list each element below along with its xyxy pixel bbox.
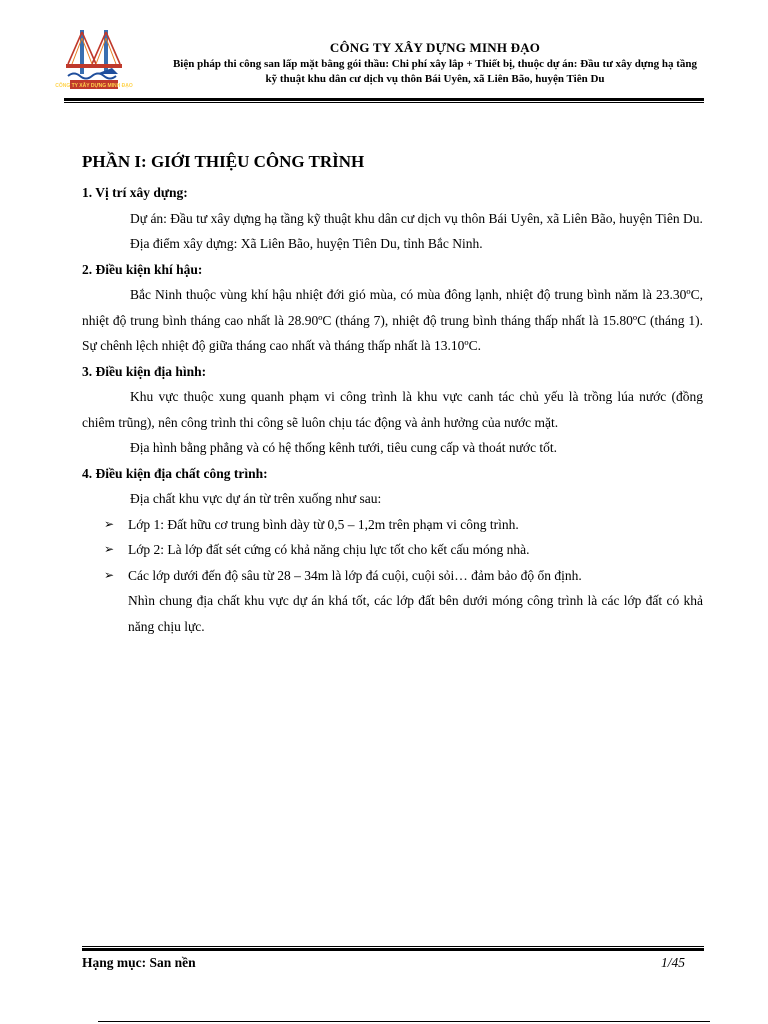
document-footer bbox=[82, 955, 685, 971]
section-3-paragraph-1: Khu vực thuộc xung quanh phạm vi công trình là khu vực canh tác chủ yếu là trồng lúa nước (đồng chiêm trũng), nên công trình thi công sẽ luôn chịu tác động và ảnh hưởng của nước mặt. bbox=[82, 389, 703, 430]
section-4-intro: Địa chất khu vực dự án từ trên xuống như sau: bbox=[130, 491, 382, 506]
company-name: CÔNG TY XÂY DỰNG MINH ĐẠO bbox=[329, 40, 541, 55]
header-desc-line1: Biện pháp thi công san lấp mặt bằng gói thầu: Chi phí xây lắp + Thiết bị, thuộc dự án: Đầu tư xây dựng hạ tầng bbox=[172, 58, 698, 70]
document-body bbox=[82, 150, 703, 639]
list-item-text: Các lớp dưới đến độ sâu từ 28 – 34m là lớp đá cuội, cuội sỏi… đảm bảo độ ổn định. bbox=[128, 567, 582, 583]
section-1-title: 1. Vị trí xây dựng: bbox=[82, 185, 188, 200]
arrow-bullet-icon: ➢ bbox=[104, 516, 115, 531]
footer-divider bbox=[82, 946, 704, 951]
section-3-paragraph-2: Địa hình bằng phẳng và có hệ thống kênh tưới, tiêu cung cấp và thoát nước tốt. bbox=[130, 440, 558, 455]
page-edge-line bbox=[98, 1021, 710, 1022]
header-divider bbox=[64, 98, 704, 103]
list-item-text: Lớp 1: Đất hữu cơ trung bình dày từ 0,5 – 1,2m trên phạm vi công trình. bbox=[128, 516, 519, 532]
list-item bbox=[82, 512, 703, 538]
soil-layer-list bbox=[82, 512, 703, 589]
bridge-logo-icon bbox=[55, 24, 133, 96]
footer-label: Hạng mục: San nền bbox=[82, 955, 196, 970]
arrow-bullet-icon: ➢ bbox=[104, 567, 115, 582]
list-item-text: Lớp 2: Là lớp đất sét cứng có khả năng chịu lực tốt cho kết cấu móng nhà. bbox=[128, 542, 530, 557]
part-title: PHẦN I: GIỚI THIỆU CÔNG TRÌNH bbox=[82, 152, 365, 171]
list-item bbox=[82, 563, 703, 589]
company-logo bbox=[55, 24, 133, 96]
document-header bbox=[150, 40, 720, 86]
section-2-title: 2. Điều kiện khí hậu: bbox=[82, 261, 203, 277]
section-3-title: 3. Điều kiện địa hình: bbox=[82, 363, 207, 379]
list-item bbox=[82, 537, 703, 563]
section-2-paragraph-1: Bắc Ninh thuộc vùng khí hậu nhiệt đới gió mùa, có mùa đông lạnh, nhiệt độ trung bình năm là 23.30ºC, nhiệt độ trung bình tháng cao nhất là 28.90ºC (tháng 7), nhiệt độ trung bình tháng thấp nhất là 15.80ºC (tháng 1). Sự chênh lệch nhiệt độ giữa tháng cao nhất và tháng thấp nhất là 13.10ºC. bbox=[82, 287, 703, 353]
section-1-paragraph-1: Dự án: Đầu tư xây dựng hạ tầng kỹ thuật khu dân cư dịch vụ thôn Bái Uyên, xã Liên Bão, huyện Tiên Du. bbox=[130, 210, 703, 226]
section-4-title: 4. Điều kiện địa chất công trình: bbox=[82, 465, 268, 481]
section-4-conclusion: Nhìn chung địa chất khu vực dự án khá tốt, các lớp đất bên dưới móng công trình là các lớp đất có khả năng chịu lực. bbox=[128, 593, 703, 634]
section-1-paragraph-2: Địa điểm xây dựng: Xã Liên Bão, huyện Tiên Du, tỉnh Bắc Ninh. bbox=[130, 236, 483, 251]
svg-text:CÔNG TY XÂY DỰNG MINH ĐẠO: CÔNG TY XÂY DỰNG MINH ĐẠO bbox=[55, 83, 133, 89]
header-desc-line2: kỹ thuật khu dân cư dịch vụ thôn Bái Uyên, xã Liên Bão, huyện Tiên Du bbox=[265, 73, 605, 85]
page-number: 1/45 bbox=[660, 955, 685, 970]
arrow-bullet-icon: ➢ bbox=[104, 542, 115, 556]
